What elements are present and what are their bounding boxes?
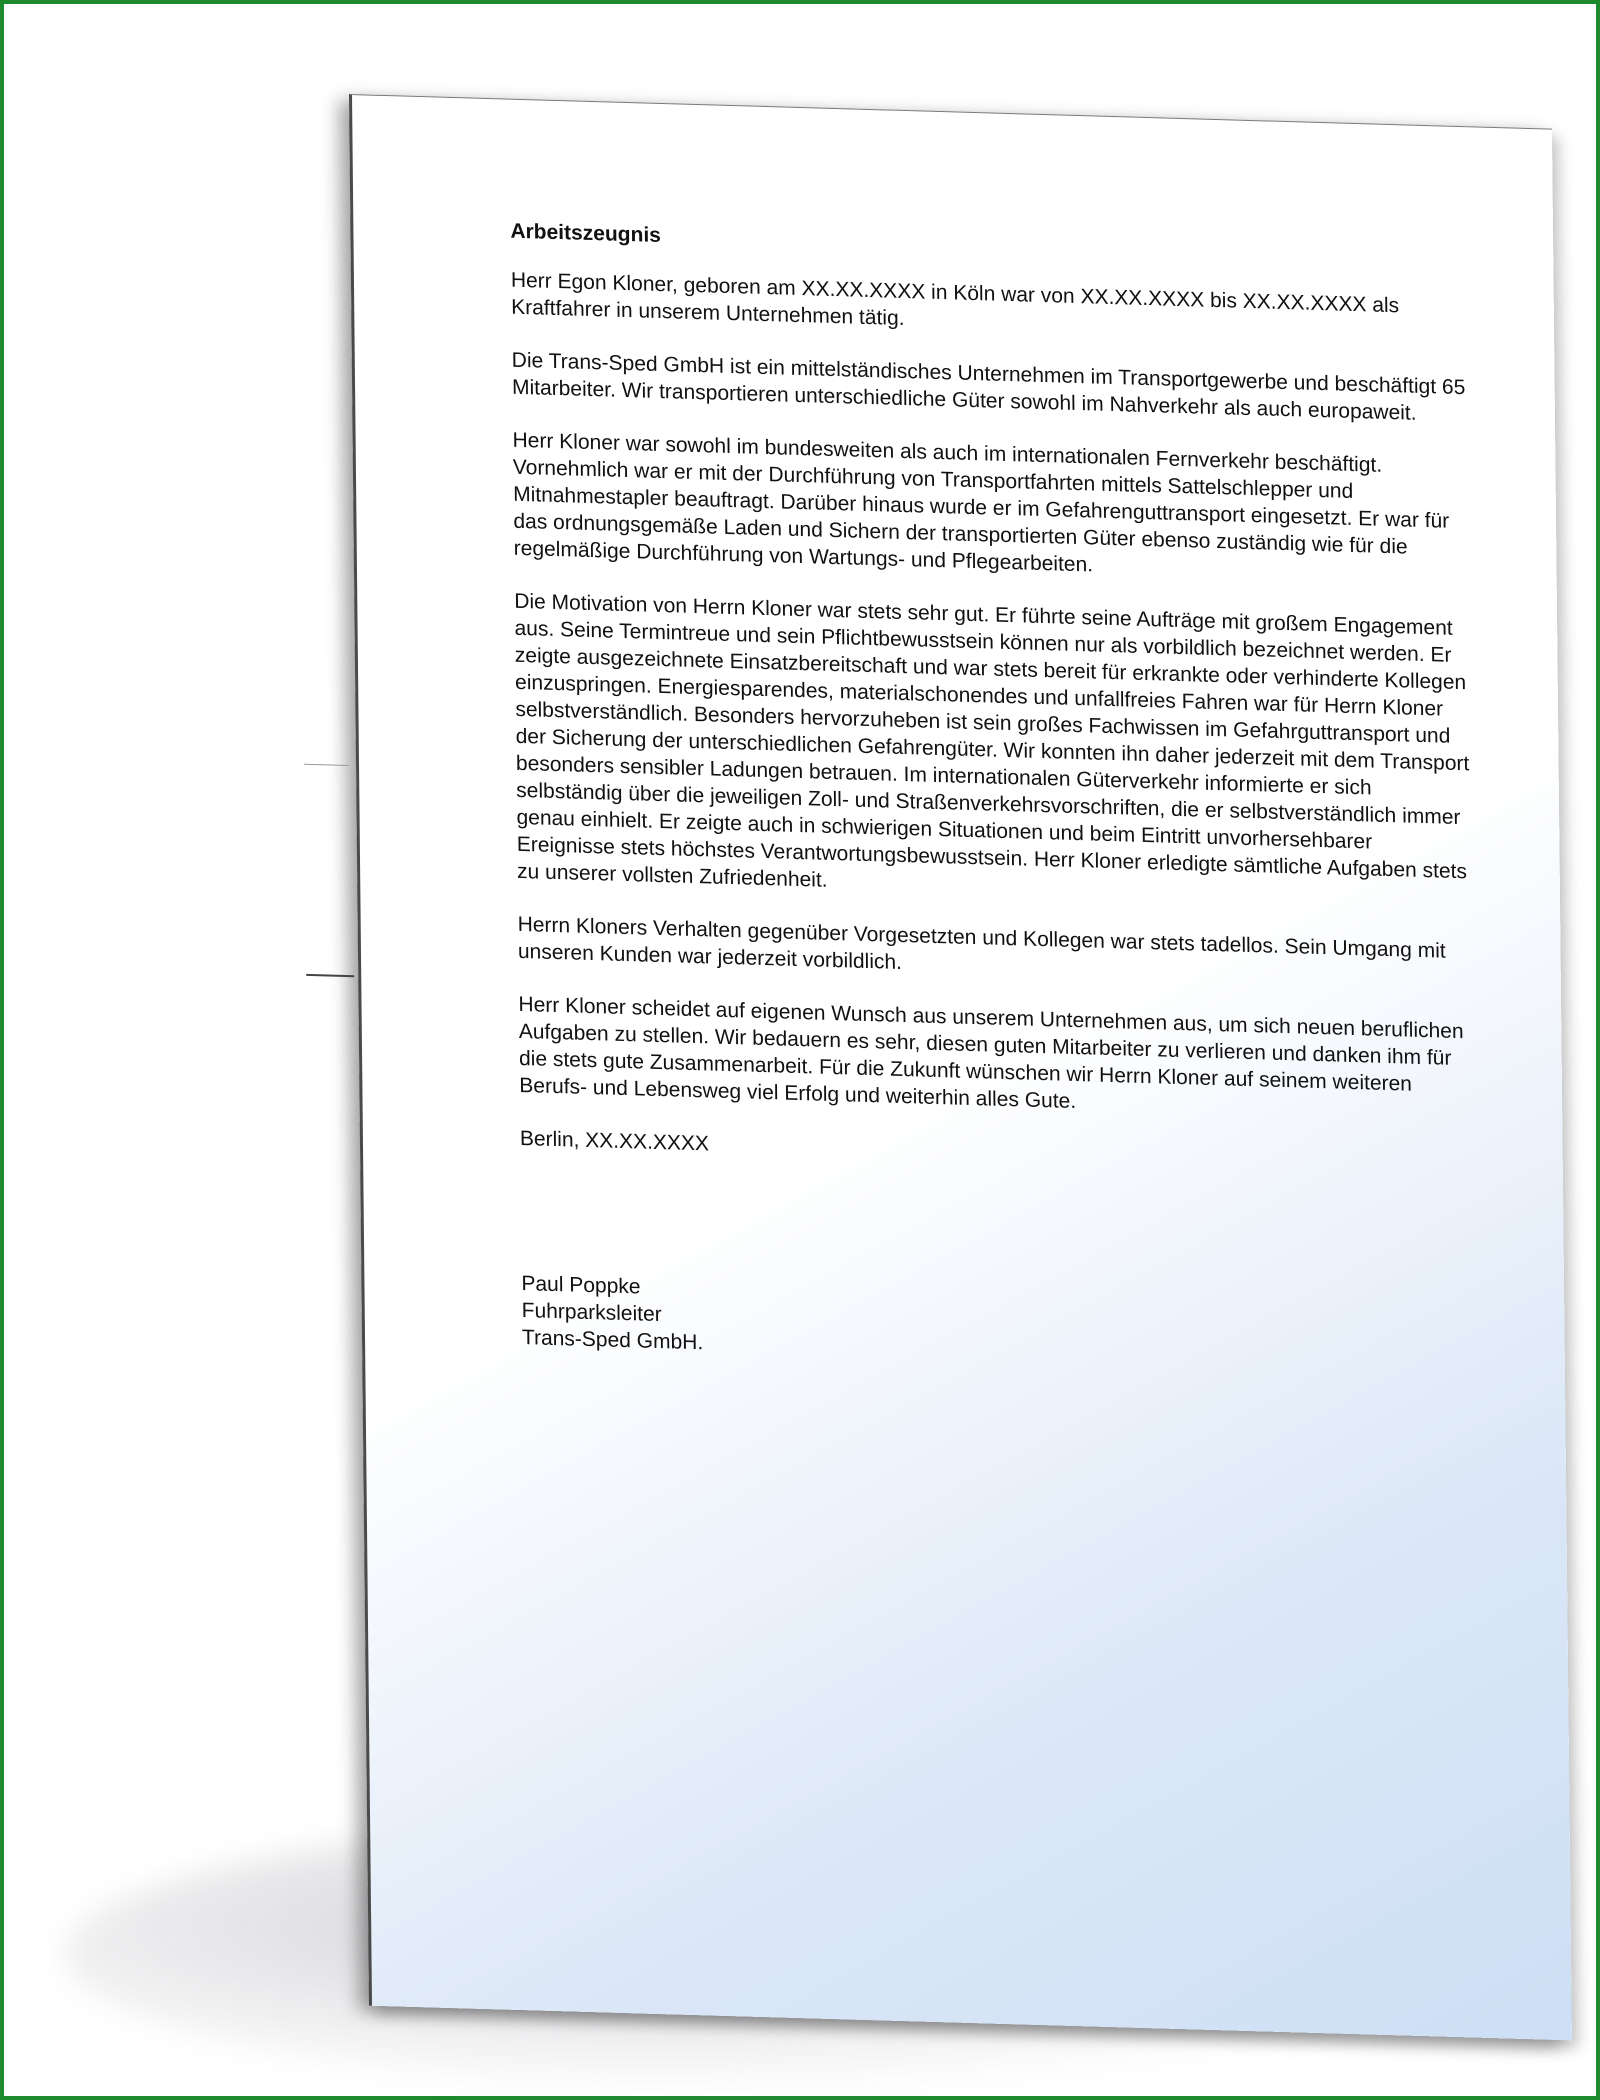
signatory-name: Paul Poppke	[521, 1272, 641, 1299]
signatory-company: Trans-Sped GmbH.	[521, 1326, 704, 1355]
place-date: Berlin, XX.XX.XXXX	[519, 1126, 710, 1156]
document-title: Arbeitszeugnis	[510, 219, 662, 247]
letter-body	[510, 218, 1477, 1379]
paragraph-conduct: Herrn Kloners Verhalten gegenüber Vorgesetzten und Kollegen war stets tadellos. Sein Umgang mit unseren Kunden war jederzeit vorbildlich.	[517, 912, 1446, 974]
punch-mark	[306, 974, 354, 977]
paragraph-employment: Herr Egon Kloner, geboren am XX.XX.XXXX in Köln war von XX.XX.XXXX bis XX.XX.XXXX als Kraftfahrer in unserem Unternehmen tätig.	[510, 268, 1400, 331]
paragraph-duties: Herr Kloner war sowohl im bundesweiten als auch im internationalen Fernverkehr beschäftigt. Vornehmlich war er mit der Durchführung von Transportfahrten mittels Sattelschlepper und Mitnahmestapler beauftragt. Darüber hinaus wurde er im Gefahrenguttransport eingesetzt. Er war für das ordnungsgemäße Laden und Sichern der transportierten Güter ebenso zuständig wie für die regelmäßige Durchführung von Wartungs- und Pflegearbeiten.	[512, 428, 1450, 577]
paragraph-departure: Herr Kloner scheidet auf eigenen Wunsch aus unserem Unternehmen aus, um sich neuen beruflichen Aufgaben zu stellen. Wir bedauern es sehr, diesen guten Mitarbeiter zu verlieren und danken ihm für die stets gute Zusammenarbeit. Für die Zukunft wünschen wir Herrn Kloner auf seinem weiteren Berufs- und Lebensweg viel Erfolg und weiterhin alles Gute.	[518, 992, 1464, 1114]
document-page	[349, 94, 1572, 2040]
paragraph-performance: Die Motivation von Herrn Kloner war stets sehr gut. Er führte seine Aufträge mit großem Engagement aus. Seine Termintreue und sein Pflichtbewusstsein können nur als vorbildlich bezeichnet werden. Er zeigte ausgezeichnete Einsatzbereitschaft und war stets bereit für erkrankte oder verhinderte Kollegen einzuspringen. Energiesparendes, materialschonendes und unfallfreies Fahren war für Herrn Kloner selbstverständlich. Besonders hervorzuheben ist sein großes Fachwissen im Gefahrguttransport und der Sicherung der unterschiedlichen Gefahrengüter. Wir konnten ihn daher jederzeit mit dem Transport besonders sensibler Ladungen betrauen. Im internationalen Güterverkehr informierte er sich selbständig über die jeweiligen Zoll- und Straßenverkehrsvorschriften, die er selbstverständlich immer genau einhielt. Er zeigte auch in schwierigen Situationen und beim Eintritt unvorhersehbarer Ereignisse stets höchstes Verantwortungsbewusstsein. Herr Kloner erledigte sämtliche Aufgaben stets zu unserer vollsten Zufriedenheit.	[514, 589, 1470, 892]
fold-mark	[304, 764, 349, 766]
paragraph-company: Die Trans-Sped GmbH ist ein mittelständisches Unternehmen im Transportgewerbe und beschäftigt 65 Mitarbeiter. Wir transportieren unterschiedliche Güter sowohl im Nahverkehr als auch europaweit.	[511, 348, 1466, 425]
signatory-role: Fuhrparksleiter	[521, 1299, 662, 1327]
signature-block	[521, 1270, 1477, 1379]
